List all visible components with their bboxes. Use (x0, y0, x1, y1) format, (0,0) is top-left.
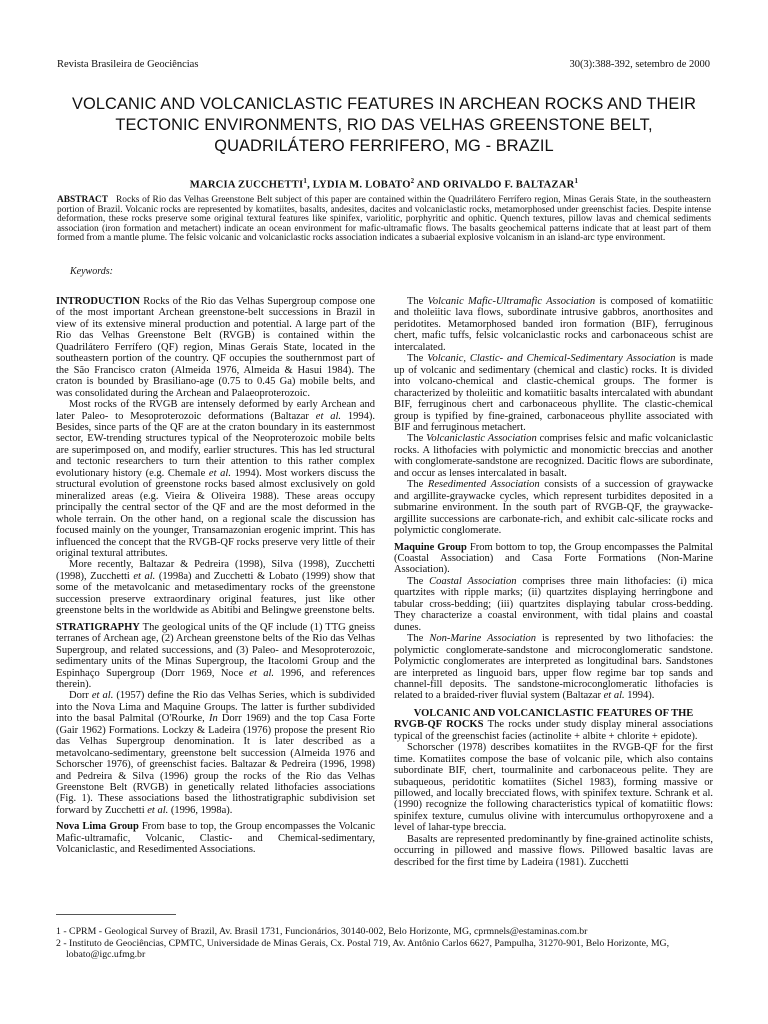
body-text: 1994). Besides, since parts of the QF are at the craton boundary in its easternmost sector, EW-trending structures typical of the Neoproterozoic mobile belts are superimposed on, and modify, earlier structures. This has led structural and tectonic researchers to turn their attention to this rather complex evolutionary history (e.g. Chemale (56, 410, 375, 479)
body-text-italic: et al. (133, 570, 156, 582)
body-text-italic: In (208, 713, 218, 725)
body-text: (1998a) and Zucchetti & Lobato (1999) show that some of the metavolcanic and metasedimentary rocks of the greenstone succession preserve extraordinary original features, just like other greenstone belts in the worldwide as Abitibi and Belingwe greenstone belts. (56, 570, 376, 617)
volcanic-features-paragraph (394, 742, 713, 834)
keywords-label: Keywords: (70, 266, 113, 277)
body-text: Dorr (69, 690, 92, 702)
author-3-affil: 1 (574, 177, 579, 185)
body-text: The (407, 479, 428, 491)
intro-paragraph (56, 559, 375, 616)
body-text: 1994). Most workers discuss the structural evolution of greenstone rocks based almost exclusively on gold mineralized areas (e.g. Vieira & Oliveira 1988). These areas occupy principally the central sector of the QF and are the most deformed in the whole terrain. On the other hand, on a regional scale the discussion has focused mainly on the younger, Transamazonian erogenic imprint. This has influenced the concept that the RVGB-QF rocks preserve very little of their original textural attributes. (56, 467, 376, 559)
author-2-affil: 2 (410, 177, 415, 185)
body-text: (1957) define the Rio das Velhas Series, which is subdivided into the Nova Lima and Maquine Groups. The latter is further subdivided into the basal Palmital (O'Rourke, (56, 690, 375, 725)
body-text: The (407, 575, 430, 587)
association-paragraph (394, 296, 713, 353)
author-1-affil: 1 (303, 177, 308, 185)
body-text: The (407, 296, 428, 307)
body-text-italic: et al. (208, 467, 231, 479)
body-text: The geological units of the QF include (1) TTG gneiss terranes of Archean age, (2) Archean greenstone belts of the Rio das Velhas Supergroup, and related successions, and (3) Paleo- and Mesoproterozoic, sedimentary units of the Minas Supergroup, the Itacolomi Group and the Espinhaço Supergroup (Dorr 1969, Noce (56, 621, 376, 679)
footnote-2-email: lobato@igc.ufmg.br (66, 949, 146, 961)
body-text-italic: Non-Marine Association (429, 633, 537, 645)
body-text-italic: et al. (315, 410, 342, 422)
body-text: From bottom to top, the Group encompasses the Palmital (Coastal Association) and Casa Forte Formations (Non-Marine Association). (394, 541, 713, 576)
author-3: ORIVALDO F. BALTAZAR (443, 179, 575, 191)
author-2: LYDIA M. LOBATO (312, 179, 411, 191)
body-text-italic: et al. (91, 690, 114, 702)
footnote-2: 2 - Instituto de Geociências, CPMTC, Universidade de Minas Gerais, Cx. Postal 719, Av. Antônio Carlos 6627, Pampulha, 31270-901, Belo Horizonte, MG, (56, 937, 670, 949)
section-heading-volcanic-features (394, 708, 713, 719)
association-paragraph (394, 479, 713, 536)
section-heading-introduction: INTRODUCTION (56, 296, 141, 307)
heading-line: RVGB-QF ROCKS (394, 719, 484, 731)
association-paragraph (394, 433, 713, 479)
body-text-italic: Coastal Association (429, 575, 517, 587)
body-text: 1996, and references therein). (56, 667, 375, 690)
association-paragraph (394, 353, 713, 433)
abstract-text: Rocks of Rio das Velhas Greenstone Belt subject of this paper are contained within the Quadrilátero Ferrífero region, Minas Gerais State, in the southeastern portion of Brazil. Volcanic rocks are represented by komatiites, basalts, andesites, dacites and volcaniclastic rocks, metamorphosed under greenschist facies. Despite intense deformation, these rocks preserve some original textural features like spinifex, variolitic, porphyritic and ophitic. Quench textures, pillow lavas and chemical sediments association (iron formation and metachert) indicate an ocean environment for mafic-ultramafic flows. The basalts geochemical patterns indicate that at least part of them formed from a mantle plume. The felsic volcanic and volcaniclastic rocks association indicates a subaerial explosive volcanism in an island-arc type environment. (57, 195, 711, 244)
body-text: Schorscher (1978) describes komatiites in the RVGB-QF for the first time. Komatiites compose the base of volcanic pile, which also contains subordinate BIF, chert, tourmalinite and carbonaceous pelite. They are subaqueous, peridotitic komatiites (Sichel 1983), forming massive or pillowed, and locally brecciated flows, with spinifex texture. Schrank et al. (1990) recognize the following characteristics typical of komatiitic flows: spinifex texture, cumulus olivine with intercumulus orthopyroxene and a level of lahar-type breccia. (394, 742, 713, 834)
paper-title (60, 94, 708, 157)
title-line-3: QUADRILÁTERO FERRIFERO, MG - BRAZIL (214, 137, 554, 155)
stratigraphy-paragraph (56, 690, 375, 816)
author-1: MARCIA ZUCCHETTI (189, 179, 304, 191)
body-text: From base to top, the Group encompasses the Volcanic Mafic-ultramafic, Volcanic, Clastic- and Chemical-sedimentary, Volcaniclastic, and Resedimented Associations. (56, 821, 376, 856)
footnote-rule (56, 914, 176, 915)
title-line-2: TECTONIC ENVIRONMENTS, RIO DAS VELHAS GREENSTONE BELT, (115, 116, 653, 134)
author-list (60, 177, 708, 191)
body-text-italic: et al. (249, 667, 275, 679)
body-text-italic: Volcaniclastic Association (426, 433, 537, 445)
body-text: is composed of komatiitic and tholeiitic lava flows, subordinate intrusive gabbros, anorthosites and peridotites. Metamorphosed banded iron formation (BIF), ferruginous chert, mafic tuffs, felsic volcaniclastic rocks and carbonaceous schist are intercalated. (394, 296, 713, 353)
body-text-italic: Volcanic Mafic-Ultramafic Association (427, 296, 596, 307)
maquine-paragraph (394, 576, 713, 633)
body-text: is made up of volcanic and sedimentary (chemical and clastic) rocks. It is divided into volcano-chemical and clastic-chemical groups. The former is characterized by tholeiitic and komatiitic basalts intercalated with abundant BIF, ferruginous chert and carbonaceous phyllite. The clastic-chemical group is typified by fine-grained, carbonaceous phyllite associated with BIF and ferruginous metachert. (394, 353, 714, 433)
body-text-italic: et al. (147, 804, 169, 816)
footnote-1: 1 - CPRM - Geological Survey of Brazil, Av. Brasil 1731, Funcionários, 30140-002, Belo Horizonte, MG, cprmnels@estaminas.com.br (56, 926, 588, 937)
volcanic-features-paragraph (394, 834, 713, 868)
body-text: 1994). (624, 690, 655, 702)
body-text: (1996, 1998a). (168, 804, 233, 816)
body-text-italic: et al. (603, 690, 625, 702)
body-text: More recently, Baltazar & Pedreira (1998), Silva (1998), Zucchetti (1998), Zucchetti (56, 559, 375, 582)
author-separator: AND (414, 179, 444, 191)
intro-paragraph (56, 399, 375, 559)
author-separator: , (307, 179, 313, 191)
footnotes (56, 926, 716, 961)
body-text: comprises felsic and mafic volcaniclastic rocks. A lithofacies with polymictic and monomictic breccias and another with conglomerate-sandstone are recognized. Dacitic flows are subordinate, and occur as lenses intercalated in basalt. (394, 433, 714, 479)
body-text: Rocks of the Rio das Velhas Supergroup compose one of the most important Archean greenstone-belt successions in Brazil in view of its extensive mineral production and potential. A large part of the Rio das Velhas Greenstone Belt (RVGB) is contained within the Quadrilátero Ferrífero (QF) region, Minas Gerais State, located in the southeastern portion of the country. QF occupies the southernmost part of the São Francisco craton (Almeida 1976, Almeida & Hasui 1984). The craton is bounded by Brasiliano-age (0.75 to 0.45 Ga) mobile belts, and was consolidated during the Archean and Palaeoproterozoic. (56, 296, 375, 399)
right-column (394, 296, 713, 868)
body-text-italic: Resedimented Association (427, 479, 540, 491)
body-text: The rocks under study display mineral associations typical of the greenschist facies (actinolite + albite + chlorite + epidote). (394, 719, 714, 742)
volcanic-features-paragraph (394, 719, 713, 742)
journal-name: Revista Brasileira de Geociências (57, 59, 199, 70)
body-text-italic: Volcanic, Clastic- and Chemical-Sedimentary Association (427, 353, 676, 365)
body-text: The (407, 633, 430, 645)
citation-info: 30(3):388-392, setembro de 2000 (569, 59, 710, 70)
body-text: The (407, 433, 427, 445)
left-column (56, 296, 375, 856)
maquine-paragraph (394, 542, 713, 576)
body-text: is represented by two lithofacies: the polymictic conglomerate-sandstone and microconglomeratic sandstone. Polymictic conglomerates are interpreted as longitudinal bars. Sandstones are interpreted as linguoid bars, upper flow regime bar top sands and channel-fill deposits. The sandstone-microconglomeratic lithofacies is related to a braided-river fluvial system (Baltazar (394, 633, 713, 702)
abstract-label: ABSTRACT (57, 195, 109, 205)
body-text: Dorr 1969) and the top Casa Forte (Gair 1962) Formations. Lockzy & Ladeira (1976) propose the present Rio das Velhas Supergroup denomination. It is later described as a metavolcano-sedimentary, greenstone belt succession (Almeida 1976 and Schorscher 1976), of greenschist facies. Baltazar & Pedreira (1996, 1998) and Pedreira & Silva (1996) group the rocks of the Rio das Velhas Greenstone Belt (RVGB) in genetically related lithofacies associations (Fig. 1). These associations based the lithostratigraphic subdivision set forward by Zucchetti (56, 713, 375, 816)
body-text: comprises three main lithofacies: (i) mica quartzites with ripple marks; (ii) quartzites displaying herringbone and tabular cross-bedding; (iii) quartzites displaying tabular cross-bedding. They characterize a coastal environment, with tidal plains and coastal dunes. (394, 575, 713, 633)
title-line-1: VOLCANIC AND VOLCANICLASTIC FEATURES IN ARCHEAN ROCKS AND THEIR (71, 95, 697, 113)
heading-line: VOLCANIC AND VOLCANICLASTIC FEATURES OF THE (413, 707, 694, 719)
body-text: The (407, 353, 428, 365)
nova-lima-paragraph (56, 821, 375, 855)
body-text: Basalts are represented predominantly by fine-grained actinolite schists, occurring in pillowed and massive flows. Pillowed basaltic lavas are described for the first time by Ladeira (1981). Zucchetti (394, 833, 713, 868)
abstract (57, 196, 711, 244)
body-text: consists of a succession of graywacke and argillite-graywacke cycles, which represent turbidites deposited in a submarine environment. In the south part of RVGB-QF, the graywacke-argillite successions are carbonate-rich, and exhibit calc-silicate rocks and polymictic conglomerate. (394, 479, 713, 537)
subsection-heading-nova-lima: Nova Lima Group (56, 821, 139, 833)
maquine-paragraph (394, 633, 713, 702)
stratigraphy-paragraph (56, 622, 375, 691)
section-heading-stratigraphy: STRATIGRAPHY (56, 621, 140, 633)
intro-paragraph (56, 296, 375, 399)
body-text: Most rocks of the RVGB are intensely deformed by early Archean and later Paleo- to Mesoproterozoic deformations (Baltazar (56, 399, 375, 422)
subsection-heading-maquine: Maquine Group (394, 541, 467, 553)
